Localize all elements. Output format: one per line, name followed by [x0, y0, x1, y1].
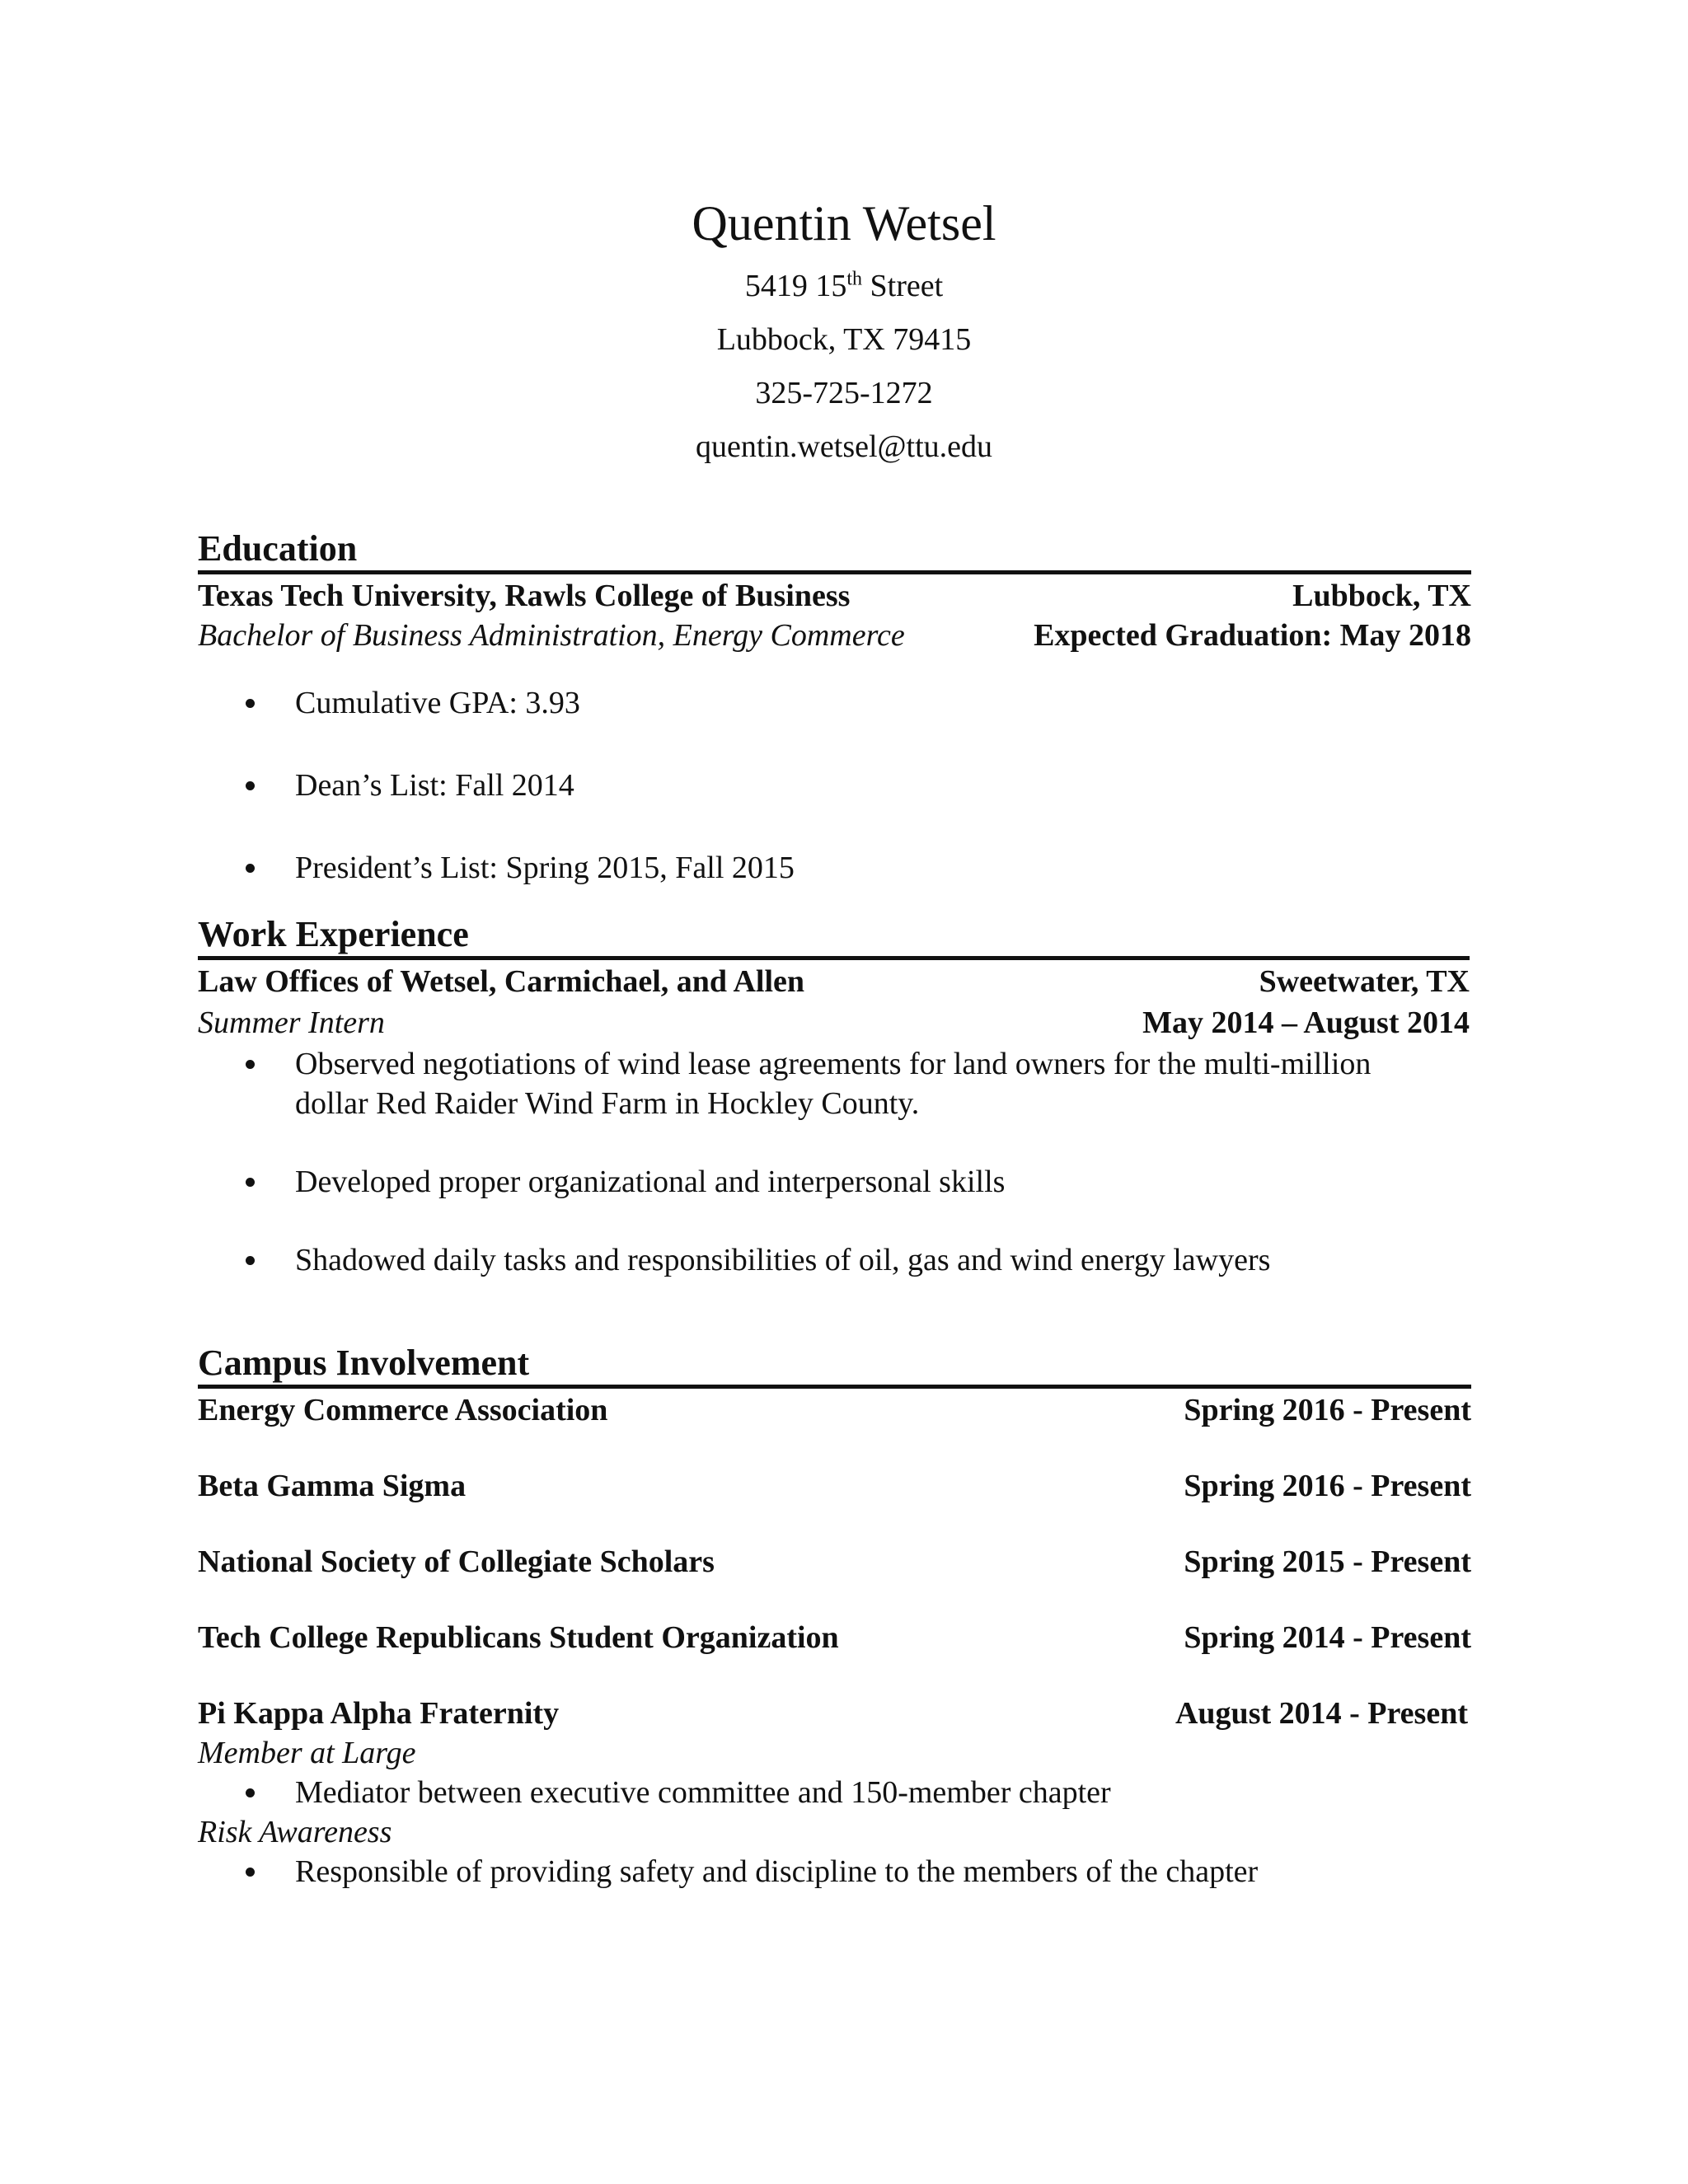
- work-bullets: [198, 1044, 1470, 1280]
- employer-location: Sweetwater, TX: [1259, 964, 1470, 999]
- bullet-icon: [246, 1788, 255, 1797]
- list-item: Developed proper organizational and interpersonal skills: [198, 1162, 1470, 1202]
- bullet-icon: [246, 864, 255, 873]
- candidate-name: Quentin Wetsel: [692, 196, 996, 251]
- campus-item: [198, 1390, 1471, 1430]
- phone-number: 325-725-1272: [755, 376, 933, 410]
- education-bullets: [198, 683, 1471, 888]
- campus-item: [198, 1466, 1471, 1506]
- organization-name: Tech College Republicans Student Organization: [198, 1620, 839, 1655]
- education-section: [198, 527, 1471, 888]
- city-state-zip: Lubbock, TX 79415: [716, 322, 972, 357]
- street-address: [0, 260, 1688, 313]
- campus-item: [198, 1542, 1471, 1582]
- work-section: [198, 913, 1470, 1280]
- employer-name: Law Offices of Wetsel, Carmichael, and Allen: [198, 964, 805, 999]
- email-address: quentin.wetsel@ttu.edu: [695, 429, 993, 464]
- list-item: President’s List: Spring 2015, Fall 2015: [198, 848, 1471, 888]
- list-item: Dean’s List: Fall 2014: [198, 766, 1471, 805]
- graduation-date: Expected Graduation: May 2018: [1034, 618, 1471, 653]
- fraternity-role: Member at Large: [198, 1736, 416, 1770]
- organization-dates: August 2014 - Present: [1175, 1696, 1468, 1731]
- organization-name: Energy Commerce Association: [198, 1393, 608, 1427]
- list-item: Mediator between executive committee and 150-member chapter: [198, 1773, 1471, 1812]
- bullet-icon: [246, 699, 255, 708]
- organization-dates: Spring 2014 - Present: [1184, 1620, 1471, 1655]
- bullet-icon: [246, 1178, 255, 1187]
- bullet-icon: [246, 1868, 255, 1877]
- education-school-row: [198, 576, 1471, 616]
- contact-header: [0, 194, 1688, 474]
- organization-name: National Society of Collegiate Scholars: [198, 1544, 715, 1579]
- education-heading: Education: [198, 527, 1471, 574]
- school-location: Lubbock, TX: [1292, 579, 1471, 613]
- bullet-icon: [246, 1060, 255, 1069]
- education-degree-row: [198, 616, 1471, 655]
- degree-name: Bachelor of Business Administration, Energy Commerce: [198, 618, 905, 653]
- work-heading: Work Experience: [198, 913, 1470, 960]
- list-item: Observed negotiations of wind lease agreements for land owners for the multi-million dollar Red Raider Wind Farm in Hockley County.: [198, 1044, 1470, 1123]
- school-name: Texas Tech University, Rawls College of Business: [198, 579, 851, 613]
- street-name: Street: [862, 269, 944, 303]
- street-number: 5419 15: [744, 269, 847, 303]
- work-role-row: [198, 1003, 1470, 1043]
- list-item: Shadowed daily tasks and responsibilities of oil, gas and wind energy lawyers: [198, 1240, 1470, 1280]
- campus-item: [198, 1694, 1471, 1733]
- job-title: Summer Intern: [198, 1005, 385, 1040]
- list-item: Responsible of providing safety and discipline to the members of the chapter: [198, 1852, 1471, 1891]
- bullet-icon: [246, 781, 255, 790]
- campus-item: [198, 1618, 1471, 1657]
- work-employer-row: [198, 962, 1470, 1001]
- job-dates: May 2014 – August 2014: [1142, 1005, 1470, 1040]
- campus-heading: Campus Involvement: [198, 1342, 1471, 1389]
- fraternity-role-bullets: [198, 1773, 1471, 1812]
- organization-name: Beta Gamma Sigma: [198, 1469, 467, 1503]
- street-number-suffix: th: [846, 268, 863, 290]
- list-item: Cumulative GPA: 3.93: [198, 683, 1471, 723]
- fraternity-role: Risk Awareness: [198, 1815, 392, 1849]
- fraternity-role-bullets: [198, 1852, 1471, 1891]
- organization-name: Pi Kappa Alpha Fraternity: [198, 1696, 560, 1731]
- organization-dates: Spring 2016 - Present: [1184, 1469, 1471, 1503]
- organization-dates: Spring 2015 - Present: [1184, 1544, 1471, 1579]
- organization-dates: Spring 2016 - Present: [1184, 1393, 1471, 1427]
- bullet-icon: [246, 1256, 255, 1265]
- campus-section: [198, 1342, 1471, 1891]
